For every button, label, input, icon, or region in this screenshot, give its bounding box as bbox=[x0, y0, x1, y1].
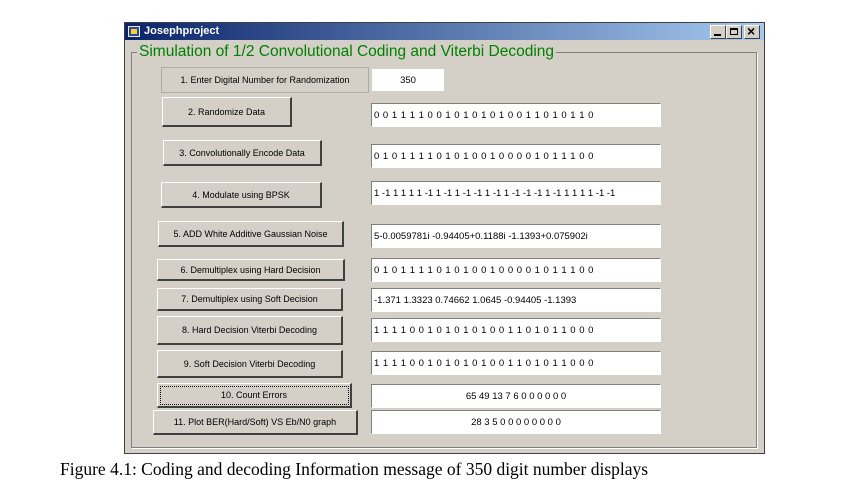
convolutional-encode-button[interactable]: 3. Convolutionally Encode Data bbox=[163, 140, 322, 166]
error-count-field[interactable]: 65 49 13 7 6 0 0 0 0 0 0 bbox=[371, 384, 661, 408]
hard-demux-field[interactable]: 0 1 0 1 1 1 1 0 1 0 1 0 0 1 0 0 0 0 1 0 1 1 1 0 0 bbox=[371, 258, 661, 282]
soft-viterbi-button[interactable]: 9. Soft Decision Viterbi Decoding bbox=[157, 350, 343, 378]
encoded-data-field[interactable]: 0 1 0 1 1 1 1 0 1 0 1 0 0 1 0 0 0 0 1 0 1 1 1 0 0 bbox=[371, 144, 661, 168]
plot-ber-button[interactable]: 11. Plot BER(Hard/Soft) VS Eb/N0 graph bbox=[153, 410, 358, 435]
ber-values-field[interactable]: 28 3 5 0 0 0 0 0 0 0 0 bbox=[371, 410, 661, 434]
hard-viterbi-button[interactable]: 8. Hard Decision Viterbi Decoding bbox=[157, 316, 343, 345]
demux-hard-decision-button[interactable]: 6. Demultiplex using Hard Decision bbox=[157, 259, 345, 281]
panel-heading: Simulation of 1/2 Convolutional Coding and Viterbi Decoding bbox=[139, 43, 555, 60]
count-errors-button[interactable]: 10. Count Errors bbox=[157, 383, 352, 408]
bpsk-modulated-field[interactable]: 1 -1 1 1 1 1 -1 1 -1 1 -1 -1 1 -1 1 -1 -1 -1 1 -1 1 1 1 1 -1 -1 bbox=[371, 181, 661, 205]
maximize-button[interactable] bbox=[726, 25, 742, 39]
hard-viterbi-output-field[interactable]: 1 1 1 1 0 0 1 0 1 0 1 0 1 0 0 1 1 0 1 0 1 1 0 0 0 bbox=[371, 318, 661, 342]
enter-number-label: 1. Enter Digital Number for Randomization bbox=[161, 67, 369, 93]
figure-caption: Figure 4.1: Coding and decoding Information message of 350 digit number displays bbox=[60, 459, 649, 479]
window-title: Josephproject bbox=[144, 25, 220, 37]
soft-viterbi-output-field[interactable]: 1 1 1 1 0 0 1 0 1 0 1 0 1 0 0 1 1 0 1 0 1 1 0 0 0 bbox=[371, 351, 661, 375]
minimize-button[interactable] bbox=[710, 25, 726, 39]
title-bar[interactable] bbox=[125, 23, 764, 40]
soft-demux-field[interactable]: -1.371 1.3323 0.74662 1.0645 -0.94405 -1.1393 bbox=[371, 288, 661, 312]
add-awgn-button[interactable]: 5. ADD White Additive Gaussian Noise bbox=[158, 221, 344, 247]
digit-number-input[interactable]: 350 bbox=[372, 69, 444, 91]
randomize-data-button[interactable]: 2. Randomize Data bbox=[162, 97, 292, 127]
noisy-signal-field[interactable]: 5-0.0059781i -0.94405+0.1188i -1.1393+0.075902i bbox=[371, 224, 661, 248]
modulate-bpsk-button[interactable]: 4. Modulate using BPSK bbox=[161, 182, 322, 208]
app-icon[interactable] bbox=[128, 26, 140, 37]
close-button[interactable] bbox=[744, 25, 760, 39]
app-window bbox=[124, 22, 765, 454]
demux-soft-decision-button[interactable]: 7. Demultiplex using Soft Decision bbox=[157, 288, 343, 311]
randomized-data-field[interactable]: 0 0 1 1 1 1 0 0 1 0 1 0 1 0 1 0 0 1 1 0 1 0 1 1 0 bbox=[371, 103, 661, 127]
